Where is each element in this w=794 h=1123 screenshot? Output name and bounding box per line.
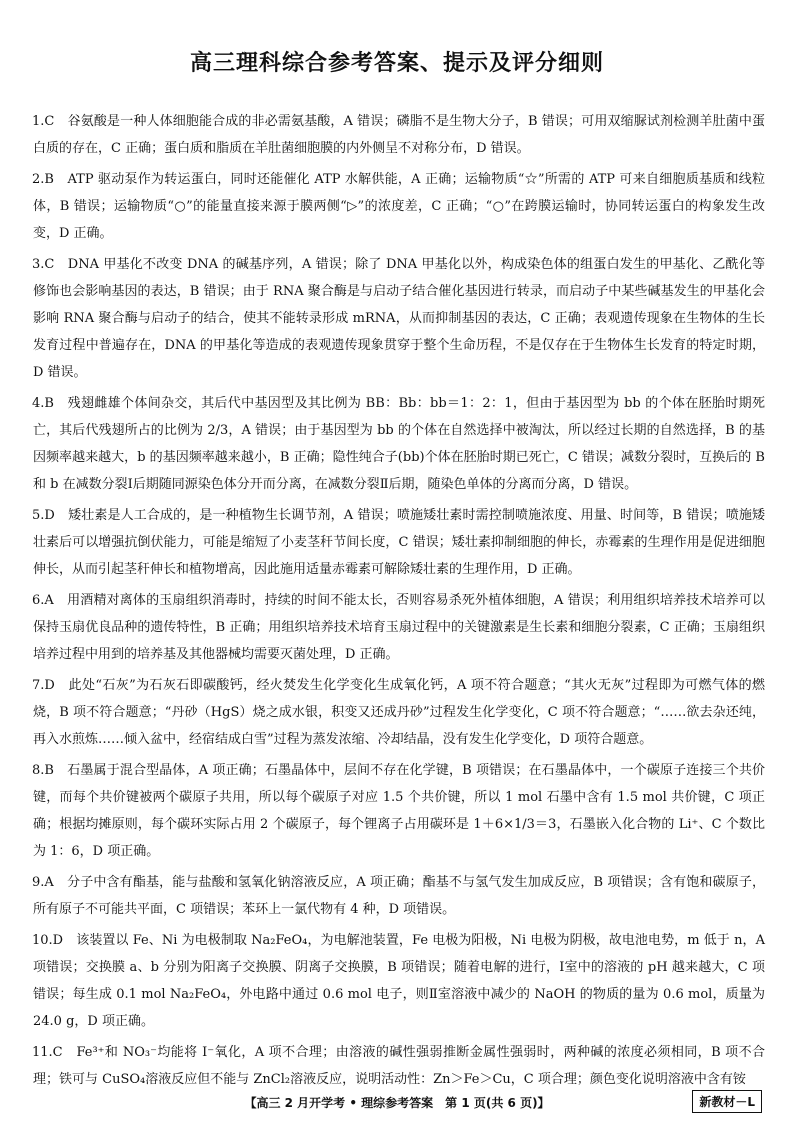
answer-text: DNA 甲基化不改变 DNA 的碱基序列，A 错误；除了 DNA 甲基化以外，构成染色体的组蛋白发生的甲基化、乙酰化等修饰也会影响基因的表达，B 错误；由于 RNA 聚合酶是与启动子结合催化基因进行转录，而启动子中某些碱基发生的甲基化会影响 RNA 聚合酶与启动子的结合，使其不能转录形成 mRNA，从而抑制基因的表达，C 正确；表观遗传现象在生物体的生长发育过程中普遍存在，DNA 的甲基化等造成的表观遗传现象贯穿于整个生命历程，不是仅存在于生物体生长发育的特定时期，D 错误。 xyxy=(33,257,765,380)
answer-text: 该装置以 Fe、Ni 为电极制取 Na₂FeO₄，为电解池装置，Fe 电极为阳极，Ni 电极为阴极，故电池电势，m 低于 n，A 项错误；交换膜 a、b 分别为阳离子交换膜、阴离子交换膜，B 项错误；随着电解的进行，Ⅰ室中的溶液的 pH 越来越大，C 项错误；每生成 0.1 mol Na₂FeO₄，外电路中通过 0.6 mol 电子，则Ⅱ室溶液中减少的 NaOH 的物质的量为 0.6 mol，质量为 24.0 g，D 项正确。 xyxy=(33,933,765,1029)
answer-text: Fe³⁺和 NO₃⁻均能将 I⁻氧化，A 项不合理；由溶液的碱性强弱推断金属性强弱时，两种碱的浓度必须相同，B 项不合理；铁可与 CuSO₄溶液反应但不能与 ZnCl₂溶液反应，说明活动性：Zn＞Fe＞Cu，C 项合理；颜色变化说明溶液中含有铵 xyxy=(33,1045,765,1087)
answer-text: 用酒精对离体的玉扇组织消毒时，持续的时间不能太长，否则容易杀死外植体细胞，A 错误；利用组织培养技术培养可以保持玉扇优良品种的遗传特性，B 正确；用组织培养技术培育玉扇过程中的关键激素是生长素和细胞分裂素，C 正确；玉扇组织培养过程中用到的培养基及其他器械均需要灭菌处理，D 正确。 xyxy=(33,593,765,662)
answer-number: 2.B xyxy=(32,172,54,187)
footer-page-info: 【高三 2 月开学考 • 理综参考答案 第 1 页(共 6 页)】 xyxy=(244,1096,550,1110)
answer-number: 9.A xyxy=(32,875,54,890)
answer-number: 10.D xyxy=(32,933,64,948)
answer-item-7 xyxy=(33,672,765,753)
answer-text: ATP 驱动泵作为转运蛋白，同时还能催化 ATP 水解供能，A 正确；运输物质“☆”所需的 ATP 可来自细胞质基质和线粒体，B 错误；运输物质“○”的能量直接来源于膜两侧“▷”的浓度差，C 正确；“○”在跨膜运输时，协同转运蛋白的构象发生改变，D 正确。 xyxy=(33,172,765,241)
answer-item-4 xyxy=(33,390,765,498)
edition-badge: 新教材－L xyxy=(692,1090,762,1113)
answer-number: 3.C xyxy=(32,257,55,272)
page-footer xyxy=(0,1090,794,1114)
answer-item-3 xyxy=(33,251,765,386)
answer-number: 1.C xyxy=(32,114,55,129)
answer-text: 石墨属于混合型晶体，A 项正确；石墨晶体中，层间不存在化学键，B 项错误；在石墨晶体中，一个碳原子连接三个共价键，而每个共价键被两个碳原子共用，所以每个碳原子对应 1.5 个共价键，所以 1 mol 石墨中含有 1.5 mol 共价键，C 项正确；根据均摊原则，每个碳环实际占用 2 个碳原子，每个锂离子占用碳环是 1＋6×1/3＝3，石墨嵌入化合物的 Li⁺、C 个数比为 1：6，D 项正确。 xyxy=(33,763,765,859)
answer-item-9 xyxy=(33,869,765,923)
answer-text: 分子中含有酯基，能与盐酸和氢氧化钠溶液反应，A 项正确；酯基不与氢气发生加成反应，B 项错误；含有饱和碳原子，所有原子不可能共平面，C 项错误；苯环上一氯代物有 4 种，D 项错误。 xyxy=(33,875,765,917)
answer-text: 谷氨酸是一种人体细胞能合成的非必需氨基酸，A 错误；磷脂不是生物大分子，B 错误；可用双缩脲试剂检测羊肚菌中蛋白质的存在，C 正确；蛋白质和脂质在羊肚菌细胞膜的内外侧呈不对称分布，D 错误。 xyxy=(33,114,765,156)
answer-number: 5.D xyxy=(32,508,55,523)
answer-item-2 xyxy=(33,166,765,247)
answer-number: 11.C xyxy=(32,1045,63,1060)
answer-text: 残翅雌雄个体间杂交，其后代中基因型及其比例为 BB：Bb：bb＝1：2：1，但由于基因型为 bb 的个体在胚胎时期死亡，其后代残翅所占的比例为 2/3，A 错误；由于基因型为 bb 的个体在自然选择中被淘汰，所以经过长期的自然选择，B 的基因频率越来越大，b 的基因频率越来越小，B 正确；隐性纯合子(bb)个体在胚胎时期已死亡，C 错误；减数分裂时，互换后的 B 和 b 在减数分裂Ⅰ后期随同源染色体分开而分离，在减数分裂Ⅱ后期，随染色单体的分离而分离，D 错误。 xyxy=(33,396,765,492)
answer-text: 此处“石灰”为石灰石即碳酸钙，经火焚发生化学变化生成氧化钙，A 项不符合题意；“其火无灰”过程即为可燃气体的燃烧，B 项不符合题意；“丹砂（HgS）烧之成水银，积变又还成丹砂”过程发生化学变化，C 项不符合题意；“……欲去杂还纯，再入水煎炼……倾入盆中，经宿结成白雪”过程为蒸发浓缩、冷却结晶，没有发生化学变化，D 项符合题意。 xyxy=(33,678,765,747)
answer-item-8 xyxy=(33,757,765,865)
answer-list xyxy=(33,108,765,1097)
page-title: 高三理科综合参考答案、提示及评分细则 xyxy=(189,51,604,76)
answer-number: 4.B xyxy=(32,396,54,411)
answer-item-6 xyxy=(33,587,765,668)
answer-item-1 xyxy=(33,108,765,162)
answer-item-10 xyxy=(33,927,765,1035)
answer-number: 8.B xyxy=(32,763,54,778)
answer-text: 矮壮素是人工合成的，是一种植物生长调节剂，A 错误；喷施矮壮素时需控制喷施浓度、用量、时间等，B 错误；喷施矮壮素后可以增强抗倒伏能力，可能是缩短了小麦茎秆节间长度，C 错误；矮壮素抑制细胞的伸长，赤霉素的生理作用是促进细胞伸长，从而引起茎秆伸长和植物增高，因此施用适量赤霉素可解除矮壮素的生理作用，D 正确。 xyxy=(33,508,765,577)
answer-number: 7.D xyxy=(32,678,55,693)
answer-item-11 xyxy=(33,1039,765,1093)
answer-number: 6.A xyxy=(32,593,54,608)
answer-item-5 xyxy=(33,502,765,583)
